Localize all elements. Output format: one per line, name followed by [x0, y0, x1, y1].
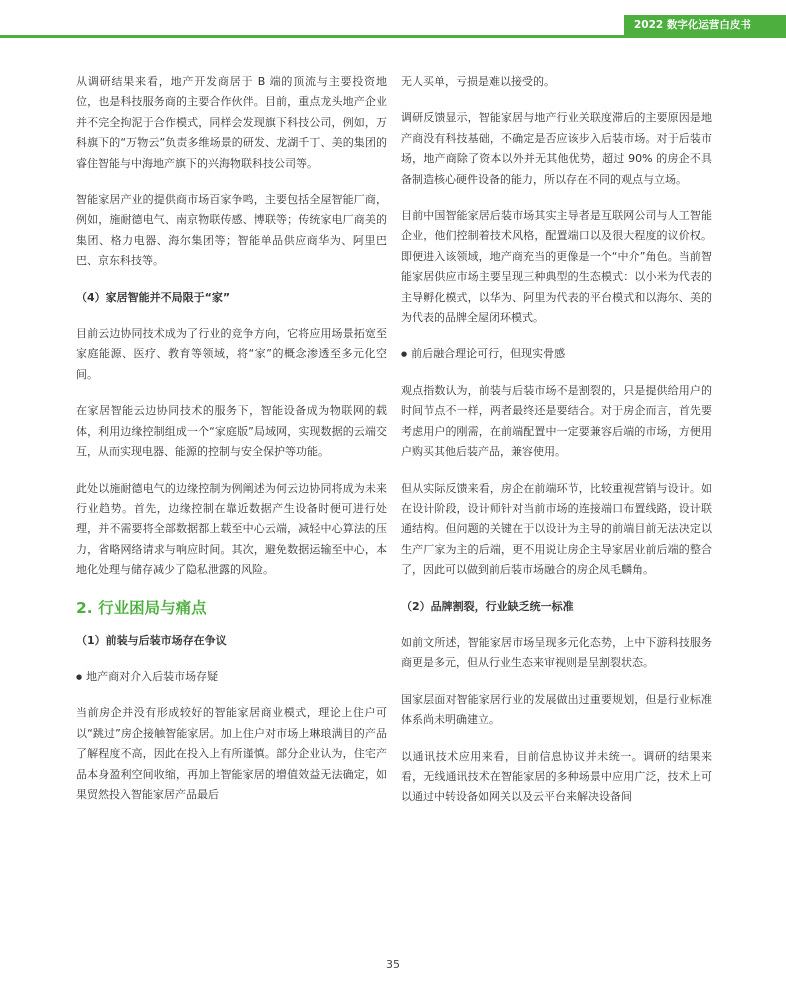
paragraph: 在家居智能云边协同技术的服务下，智能设备成为物联网的载体，利用边缘控制组成一个“家庭版”局域网，实现数据的云端交互，从而实现电器、能源的控制与安全保护等功能。 — [76, 404, 387, 459]
left-column — [76, 72, 387, 821]
paragraph: 当前房企并没有形成较好的智能家居商业模式，理论上住户可以“跳过”房企接触智能家居。加上住户对市场上琳琅满目的产品了解程度不高，因此在投入上有所谨慎。部分企业认为，住宅产品本身盈利空间收缩，再加上智能家居的增值效益无法确定，如果贸然投入智能家居产品最后 — [76, 706, 387, 801]
paragraph: 国家层面对智能家居行业的发展做出过重要规划，但是行业标准体系尚未明确建立。 — [401, 692, 712, 727]
bullet-item: ● 地产商对介入后装市场存疑 — [76, 667, 387, 687]
paragraph: 以通讯技术应用来看，目前信息协议并未统一。调研的结果来看，无线通讯技术在智能家居的多种场景中应用广泛，技术上可以通过中转设备如网关以及云平台来解决设备间 — [401, 749, 712, 804]
paragraph: 智能家居产业的提供商市场百家争鸣，主要包括全屋智能厂商，例如，施耐德电气、南京物联传感、博联等；传统家电厂商美的集团、格力电器、海尔集团等；智能单品供应商华为、阿里巴巴、京东科技等。 — [76, 193, 387, 268]
paragraph: 但从实际反馈来看，房企在前端环节，比较重视营销与设计。如在设计阶段，设计师针对当前市场的连接端口布置线路，设计联通结构。但问题的关键在于以设计为主导的前端目前无法决定以生产厂家为主的后端，更不用说让房企主导家居业前后端的整合了，因此可以做到前后装市场融合的房企凤毛麟角。 — [401, 481, 712, 577]
section-title: 2. 行业困局与痛点 — [76, 598, 207, 617]
paragraph: 目前中国智能家居后装市场其实主导者是互联网公司与人工智能企业，他们控制着技术风格，配置端口以及很大程度的议价权。即便进入该领域，地产商充当的更像是一个“中介”角色。当前智能家居供应市场主要呈现三种典型的生态模式：以小米为代表的主导孵化模式，以华为、阿里为代表的平台模式和以海尔、美的为代表的品牌全屋闭环模式。 — [401, 209, 712, 325]
paragraph: 调研反馈显示，智能家居与地产行业关联度滞后的主要原因是地产商没有科技基础，不确定是否应该步入后装市场。对于后装市场，地产商除了资本以外并无其他优势，超过 90% 的房企不具备制造核心硬件设备的能力，所以存在不同的观点与立场。 — [401, 111, 712, 186]
paragraph: 此处以施耐德电气的边缘控制为例阐述为何云边协同将成为未来行业趋势。首先，边缘控制在靠近数据产生设备时便可进行处理，并不需要将全部数据都上载至中心云端，减轻中心算法的压力，省略网络请求与响应时间。其次，避免数据运输至中心，本地化处理与储存减少了隐私泄露的风险。 — [76, 481, 387, 577]
page-number: 35 — [386, 958, 400, 971]
paragraph: 从调研结果来看，地产开发商居于 B 端的顶流与主要投资地位，也是科技服务商的主要合作伙伴。目前，重点龙头地产企业并不完全拘泥于合作模式，同样会发现旗下科技公司，例如，万科旗下的“万物云”负责多维场景的研发、龙湖千丁、美的集团的睿住智能与中海地产旗下的兴海物联科技公司等。 — [76, 75, 387, 170]
header-divider — [0, 35, 786, 38]
paragraph: 如前文所述，智能家居市场呈现多元化态势，上中下游科技服务商更是多元，但从行业生态来审视则是呈割裂状态。 — [401, 635, 712, 670]
subheading: （4）家居智能并不局限于“家” — [76, 290, 231, 304]
paragraph: 目前云边协同技术成为了行业的竞争方向，它将应用场景拓宽至家庭能源、医疗、教育等领域，将“家”的概念渗透至多元化空间。 — [76, 327, 387, 381]
subheading: （1）前装与后装市场存在争议 — [76, 633, 227, 647]
header-title: 2022 数字化运营白皮书 — [624, 15, 786, 35]
subheading: （2）品牌割裂，行业缺乏统一标准 — [401, 599, 574, 613]
bullet-item: ● 前后融合理论可行，但现实骨感 — [401, 344, 712, 364]
paragraph: 无人买单，亏损是难以接受的。 — [401, 75, 555, 88]
right-column — [401, 72, 712, 824]
paragraph: 观点指数认为，前装与后装市场不是割裂的，只是提供给用户的时间节点不一样，两者最终还是要结合。对于房企而言，首先要考虑用户的刚需，在前端配置中一定要兼容后端的市场，方便用户购买其他后装产品，兼容使用。 — [401, 383, 712, 459]
